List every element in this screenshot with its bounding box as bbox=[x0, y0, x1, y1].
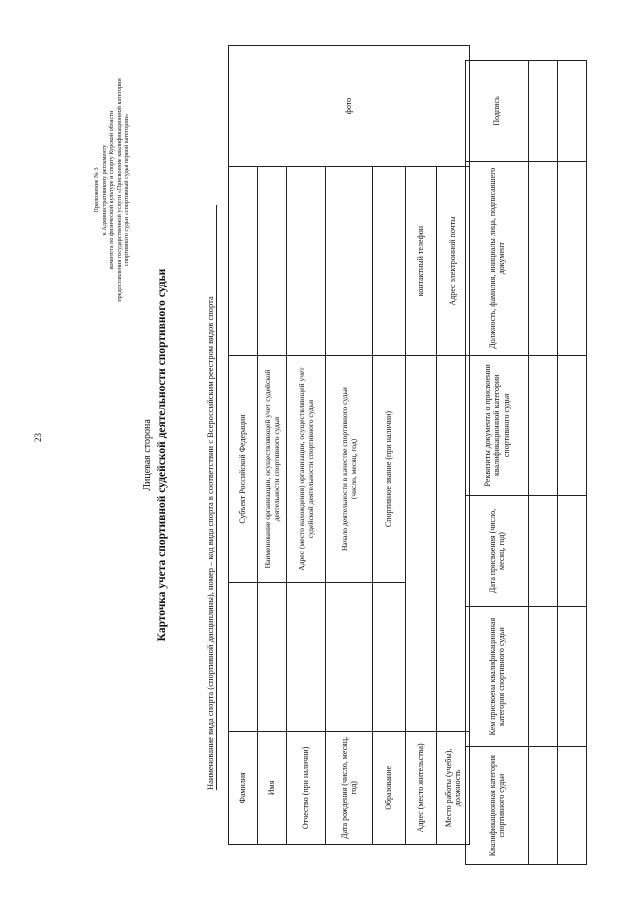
col-assigned-by: Кем присвоена квалификационная категория спортивного судьи bbox=[466, 606, 529, 746]
assignment-table bbox=[465, 60, 587, 865]
table-header-row bbox=[466, 61, 529, 865]
value-cell bbox=[229, 167, 258, 356]
appendix-block bbox=[93, 10, 131, 370]
value-cell bbox=[326, 167, 373, 356]
label-phone: контактный телефон bbox=[406, 167, 437, 356]
value-cell bbox=[287, 583, 326, 732]
photo-cell: фото bbox=[229, 46, 470, 167]
value-cell bbox=[287, 167, 326, 356]
label-org-address: Адрес (место нахождения) организации, осуществляющей учет судейской деятельности спортивного судьи bbox=[287, 355, 326, 582]
value-cell bbox=[326, 583, 373, 732]
label-education: Образование bbox=[373, 731, 406, 844]
value-cell bbox=[373, 167, 406, 356]
appendix-line: к Административному регламенту bbox=[100, 144, 108, 236]
sport-header: Наименование вида спорта (спортивной дисциплины), номер – код вида спорта в соответствии с Всероссийским реестром видов спорта bbox=[205, 296, 215, 790]
appendix-line: комитета по физической культуре и спорту Курской области bbox=[108, 110, 116, 270]
col-signer: Должность, фамилия, инициалы лица, подписавшего документ bbox=[466, 161, 529, 355]
table-cell bbox=[529, 355, 558, 495]
col-document: Реквизиты документа о присвоении квалификационной категории спортивного судьи bbox=[466, 355, 529, 495]
side-label: Лицевая сторона bbox=[142, 419, 153, 491]
table-row bbox=[529, 61, 558, 865]
table-cell bbox=[529, 61, 558, 162]
table-cell bbox=[529, 161, 558, 355]
value-cell bbox=[406, 355, 437, 731]
col-category: Квалификационная категория спортивного судьи bbox=[466, 747, 529, 865]
label-otchestvo: Отчество (при наличии) bbox=[287, 731, 326, 844]
table-cell bbox=[558, 161, 587, 355]
main-table bbox=[228, 45, 470, 845]
card-title: Карточка учета спортивной судейской деятельности спортивного судьи bbox=[156, 268, 168, 642]
label-birth: Дата рождения (число, месяц, год) bbox=[326, 731, 373, 844]
label-address: Адрес (место жительства) bbox=[406, 731, 437, 844]
table-cell bbox=[558, 606, 587, 746]
label-start-text: Начало деятельности в качестве спортивного судьи bbox=[339, 387, 349, 552]
appendix-line: предоставления государственной услуги «Присвоение квалификационной категории bbox=[115, 78, 123, 302]
appendix-line: спортивного судьи «спортивный судья первой категории» bbox=[123, 113, 131, 267]
label-imya: Имя bbox=[258, 731, 287, 844]
value-cell bbox=[258, 167, 287, 356]
label-subject: Субъект Российской Федерации bbox=[229, 355, 258, 582]
table-row bbox=[229, 46, 258, 845]
label-start-sub: (число, месяц, год) bbox=[349, 438, 358, 500]
table-cell bbox=[558, 747, 587, 865]
label-org-name: Наименование организации, осуществляющей учет судейской деятельности спортивного судьи bbox=[258, 355, 287, 582]
table-cell bbox=[558, 61, 587, 162]
table-cell bbox=[558, 355, 587, 495]
value-cell bbox=[258, 583, 287, 732]
col-date: Дата присвоения (число, месяц, год) bbox=[466, 496, 529, 607]
label-work: Место работы (учебы), должность bbox=[437, 731, 470, 844]
label-sport-title: Спортивное звание (при наличии) bbox=[373, 355, 406, 582]
label-email: Адрес электронной почты bbox=[437, 167, 470, 356]
table-cell bbox=[529, 747, 558, 865]
label-start bbox=[326, 355, 373, 582]
appendix-line: Приложение № 3 bbox=[93, 167, 100, 213]
header-underline bbox=[216, 205, 217, 790]
table-cell bbox=[529, 606, 558, 746]
value-cell bbox=[229, 583, 258, 732]
col-signature: Подпись bbox=[466, 61, 529, 162]
table-cell bbox=[529, 496, 558, 607]
page-number: 23 bbox=[33, 433, 43, 442]
table-row bbox=[558, 61, 587, 865]
value-cell bbox=[373, 583, 406, 732]
label-familiya: Фамилия bbox=[229, 731, 258, 844]
table-cell bbox=[558, 496, 587, 607]
